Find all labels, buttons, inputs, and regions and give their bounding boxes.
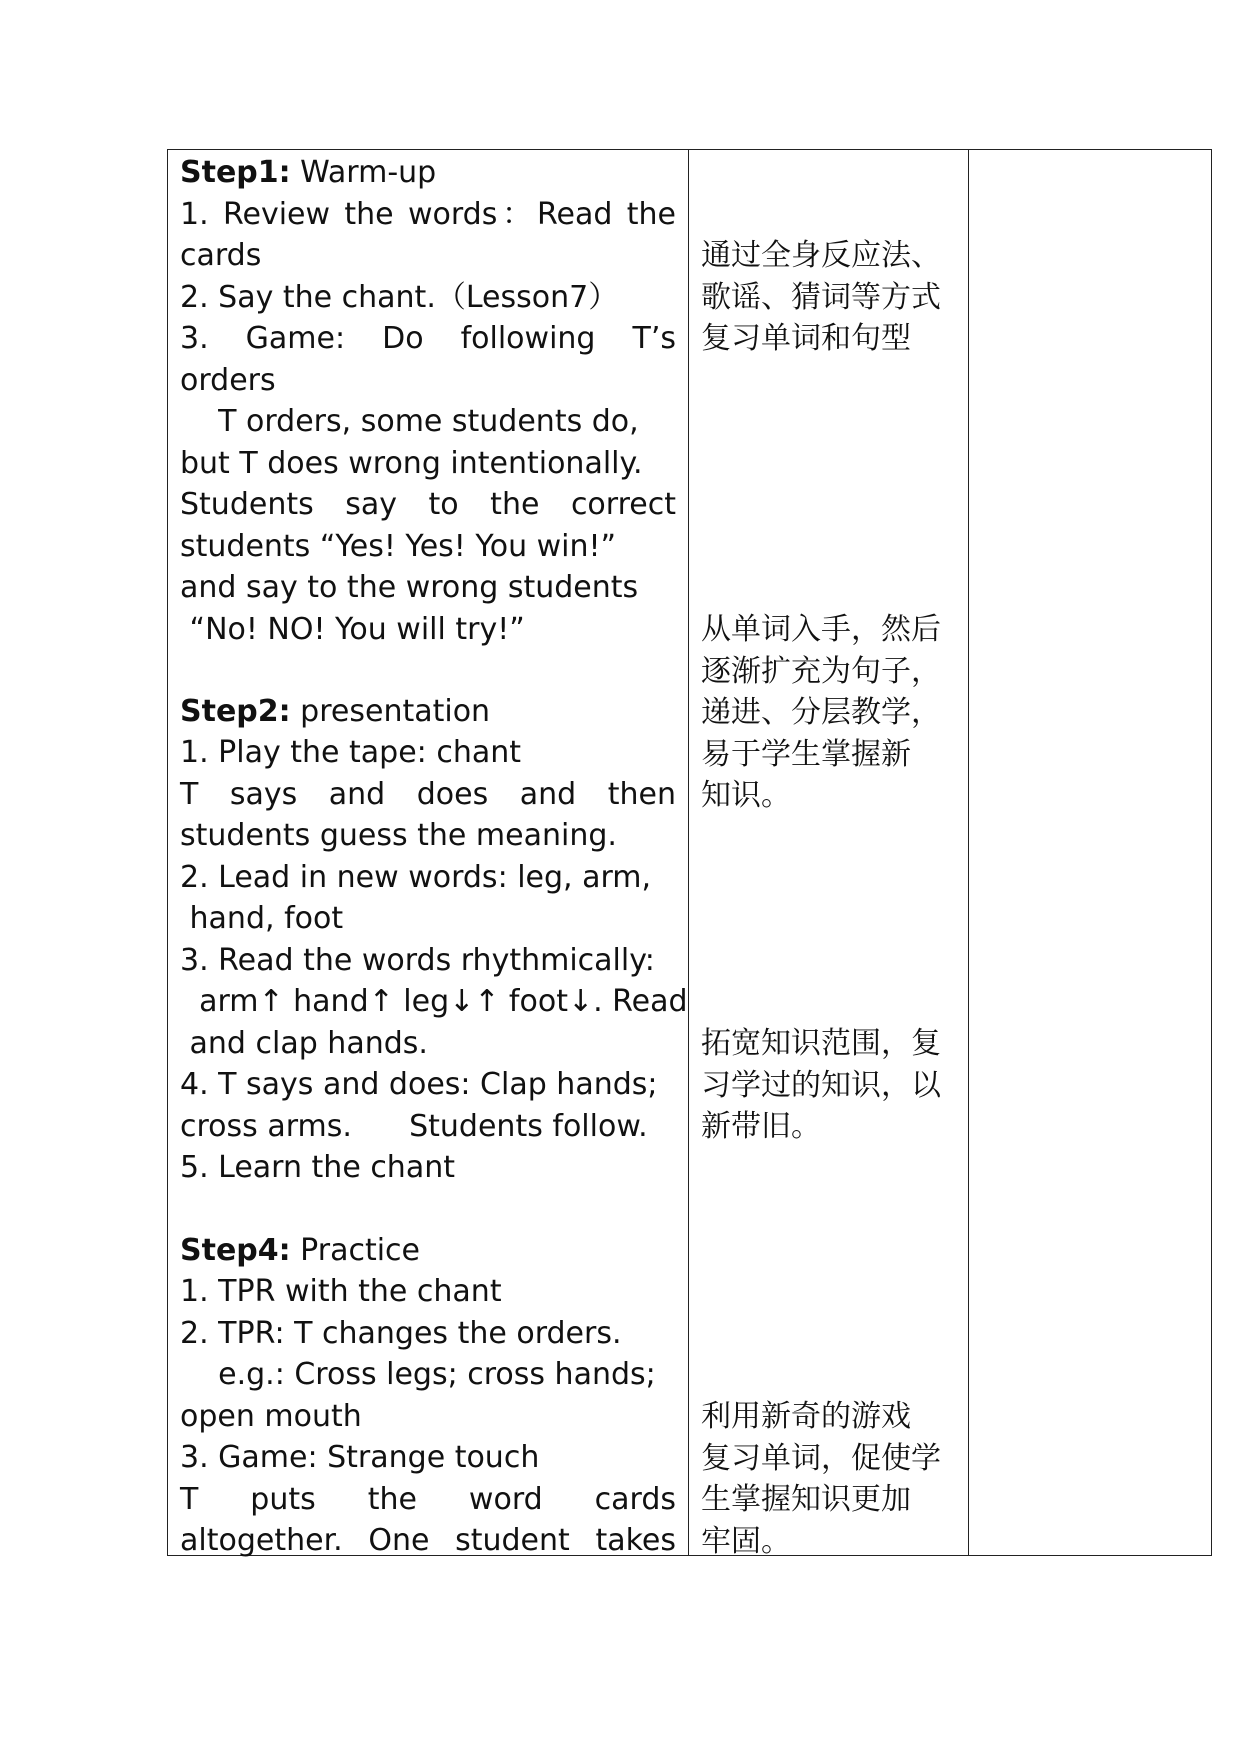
note-line: 从单词入手，然后 [701, 612, 941, 647]
note-line: 生掌握知识更加 [701, 1482, 911, 1517]
text-line: orders [180, 363, 276, 398]
text-line: students “Yes! Yes! You win!” [180, 529, 617, 564]
text-line: and say to the wrong students [180, 570, 639, 605]
text-line: hand, foot [180, 901, 344, 936]
text-line: 1. Review the words：Read the [180, 197, 676, 232]
text-line: Students say to the correct [180, 487, 676, 522]
text-line: “No! NO! You will try!” [180, 612, 525, 647]
text-line: arm↑ hand↑ leg↓↑ foot↓. Read [180, 984, 688, 1019]
note-line: 拓宽知识范围，复 [701, 1026, 941, 1061]
text-line: T orders, some students do, [180, 404, 639, 439]
step1-title: Warm-up [290, 155, 437, 190]
step4-line [180, 1230, 420, 1272]
note-line: 递进、分层教学， [701, 695, 941, 730]
text-line: altogether. One student takes [180, 1523, 676, 1558]
intent-note-presentation [701, 609, 958, 817]
step1-line [180, 152, 436, 194]
lesson-plan-table [167, 149, 1212, 1559]
note-line: 复习单词，促使学 [701, 1440, 941, 1476]
note-line: 歌谣、猜词等方式 [701, 279, 941, 315]
text-line: 2. Lead in new words: leg, arm, [180, 860, 652, 895]
text-line: T puts the word cards [180, 1482, 676, 1517]
step1-heading: Step1: [180, 155, 291, 190]
note-line: 逐渐扩充为句子， [701, 653, 941, 689]
note-line: 习学过的知识，以 [701, 1067, 941, 1103]
text-line: open mouth [180, 1399, 362, 1434]
text-line: but T does wrong intentionally. [180, 446, 643, 481]
design-intent-column [689, 150, 969, 1559]
intent-note-practice [701, 1396, 958, 1562]
note-line: 通过全身反应法、 [701, 238, 941, 273]
text-line: 1. TPR with the chant [180, 1274, 502, 1309]
text-line: cross arms. Students follow. [180, 1109, 648, 1144]
text-line: 3. Game: Strange touch [180, 1440, 540, 1475]
text-line: students guess the meaning. [180, 818, 617, 853]
note-line: 牢固。 [701, 1523, 791, 1559]
text-line: 3. Read the words rhythmically: [180, 943, 655, 978]
text-line: 2. TPR: T changes the orders. [180, 1316, 622, 1351]
step4-heading: Step4: [180, 1233, 291, 1268]
note-line: 知识。 [701, 778, 791, 813]
intent-note-warmup [701, 235, 958, 360]
text-line: e.g.: Cross legs; cross hands; [180, 1357, 656, 1392]
step2-title: presentation [290, 694, 491, 729]
note-line: 利用新奇的游戏 [701, 1399, 911, 1434]
step2-heading: Step2: [180, 694, 291, 729]
text-line: 5. Learn the chant [180, 1150, 455, 1185]
text-line: 4. T says and does: Clap hands; [180, 1067, 658, 1102]
text-line: 3. Game: Do following T’s [180, 321, 676, 356]
empty-notes-column [969, 150, 1211, 1555]
step2-line [180, 691, 490, 733]
text-line: 1. Play the tape: chant [180, 735, 521, 770]
note-line: 新带旧。 [701, 1109, 821, 1144]
text-line: and clap hands. [180, 1026, 428, 1061]
text-line: cards [180, 238, 262, 273]
teaching-steps-column [168, 150, 689, 1558]
text-line: 2. Say the chant.（Lesson7） [180, 280, 619, 315]
step4-title: Practice [290, 1233, 421, 1268]
note-line: 易于学生掌握新 [701, 736, 911, 772]
note-line: 复习单词和句型 [701, 321, 911, 356]
text-line: T says and does and then [180, 777, 676, 812]
intent-note-review [701, 1023, 958, 1148]
